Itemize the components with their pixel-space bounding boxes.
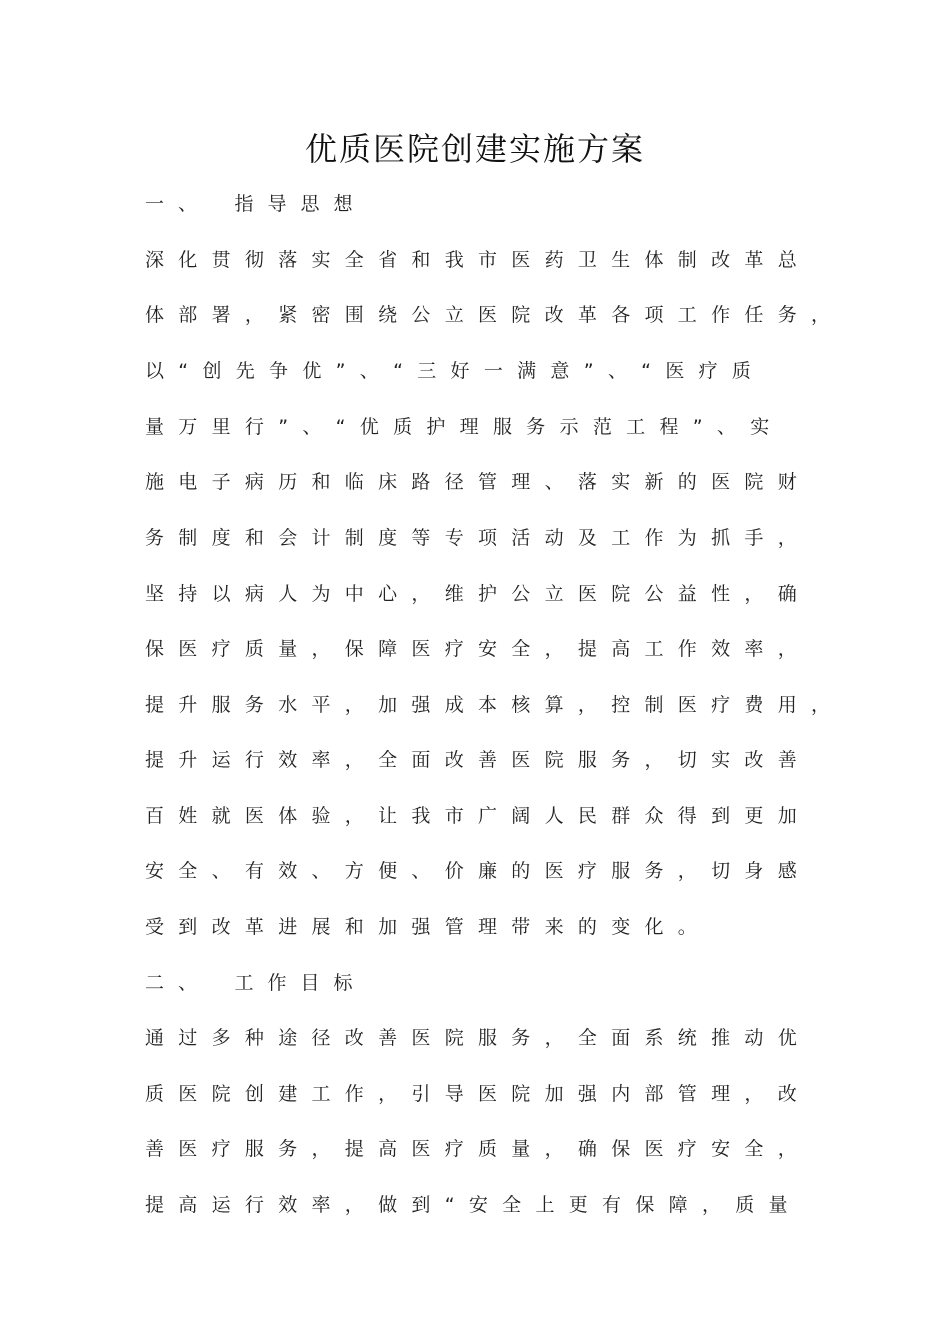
body-line: 量万里行”、“优质护理服务示范工程”、实 [145,416,784,438]
body-line: 质医院创建工作，引导医院加强内部管理，改 [145,1083,812,1105]
document-title: 优质医院创建实施方案 [304,130,645,168]
body-line: 以“创先争优”、“三好一满意”、“医疗质 [145,360,766,382]
body-line: 坚持以病人为中心，维护公立医院公益性，确 [145,583,812,605]
body-line: 保医疗质量，保障医疗安全，提高工作效率， [145,638,812,660]
body-line: 受到改革进展和加强管理带来的变化。 [145,916,712,938]
body-line: 善医疗服务，提高医疗质量，确保医疗安全， [145,1138,812,1160]
body-line: 深化贯彻落实全省和我市医药卫生体制改革总 [145,249,812,271]
section-heading-guiding-ideology: 一、 指导思想 [145,193,367,215]
body-line: 提升服务水平，加强成本核算，控制医疗费用， [145,694,845,716]
body-line: 务制度和会计制度等专项活动及工作为抓手， [145,527,812,549]
body-line: 施电子病历和临床路径管理、落实新的医院财 [145,471,812,493]
body-line: 提升运行效率，全面改善医院服务，切实改善 [145,749,812,771]
body-line: 安全、有效、方便、价廉的医疗服务，切身感 [145,860,812,882]
body-line: 提高运行效率，做到“安全上更有保障，质量 [145,1194,802,1216]
body-line: 百姓就医体验，让我市广阔人民群众得到更加 [145,805,812,827]
section-heading-work-goals: 二、 工作目标 [145,972,367,994]
body-line: 通过多种途径改善医院服务，全面系统推动优 [145,1027,812,1049]
body-line: 体部署，紧密围绕公立医院改革各项工作任务， [145,304,845,326]
